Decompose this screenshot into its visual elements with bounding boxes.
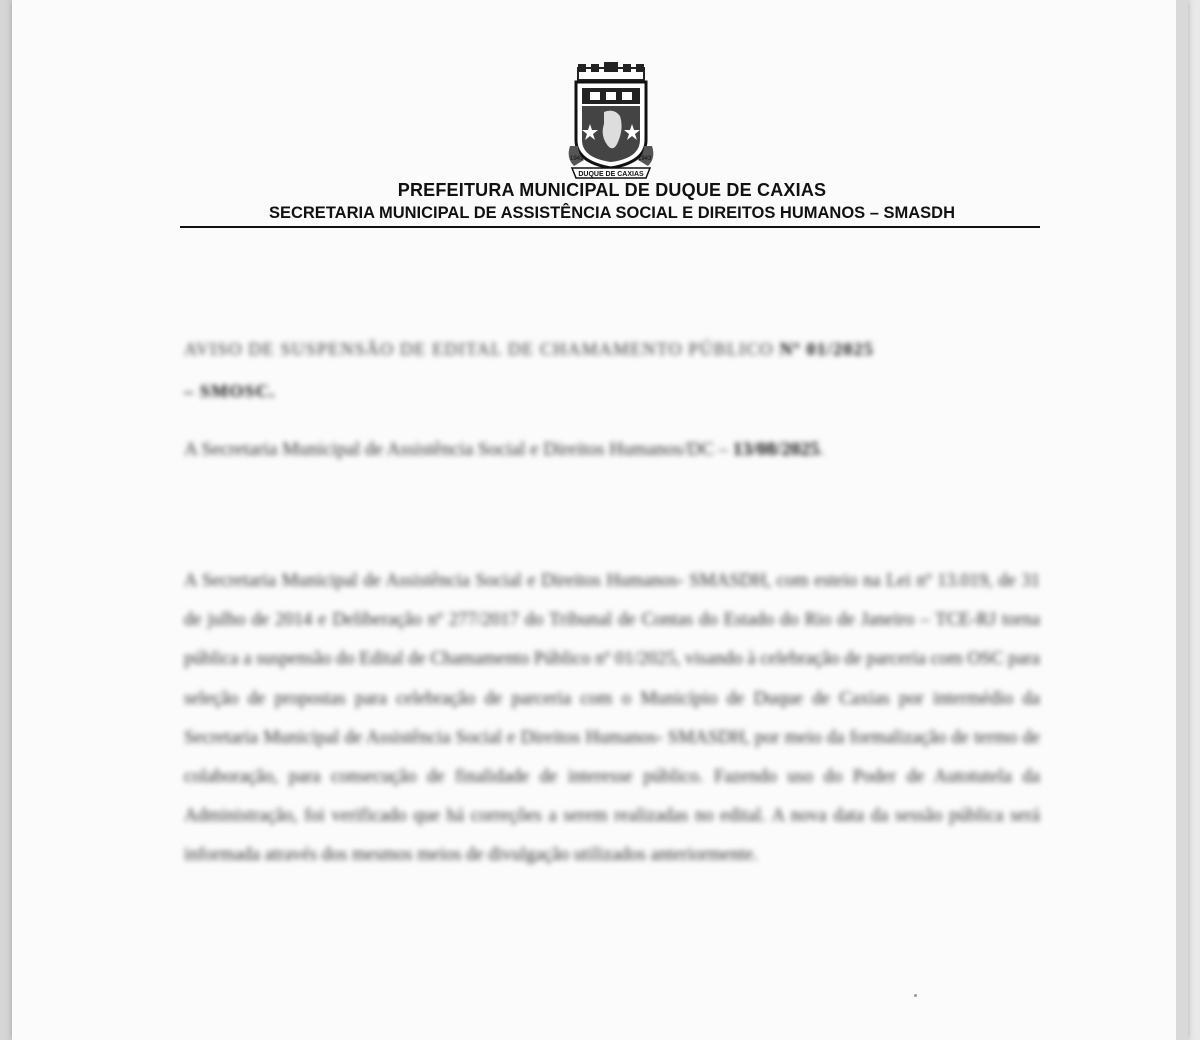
notice-title [184, 328, 1040, 412]
dateline-text: A Secretaria Municipal de Assistência Social e Direitos Humanos/DC – [184, 439, 733, 460]
notice-dateline [184, 430, 1040, 470]
svg-text:1943: 1943 [570, 156, 584, 162]
svg-text:DUQUE DE CAXIAS: DUQUE DE CAXIAS [578, 171, 644, 178]
page-edge-left [0, 0, 12, 1040]
page-edge-right [1176, 0, 1188, 1040]
crown-icon [578, 62, 644, 80]
notice-title-text: AVISO DE SUSPENSÃO DE EDITAL DE CHAMAMENTO PÚBLICO [184, 339, 780, 359]
dateline-date: 13/08/2025 [732, 439, 820, 460]
svg-text:1943: 1943 [638, 156, 652, 162]
document-page [12, 0, 1188, 1040]
notice-number: Nº 01/2025 [779, 339, 874, 359]
dateline-end: . [819, 439, 825, 460]
notice-body: A Secretaria Municipal de Assistência Social e Direitos Humanos- SMASDH, com esteio na Lei nº 13.019, de 31 de julho de 2014 e Deliberação nº 277/2017 do Tribunal de Contas do Estado do Rio de Janeiro – TCE-RJ torna pública a suspensão do Edital de Chamamento Público nº 01/2025, visando à celebração de parceria com OSC para seleção de propostas para celebração de parceria com o Município de Duque de Caxias por intermédio da Secretaria Municipal de Assistência Social e Direitos Humanos- SMASDH, por meio da formalização de termo de colaboração, para consecução de finalidade de interesse público. Fazendo uso do Poder de Autotutela da Administração, foi verificado que há correções a serem realizadas no edital. A nova data da sessão pública será informada através dos mesmos meios de divulgação utilizados anteriormente. [184, 571, 1040, 866]
secretaria-heading: SECRETARIA MUNICIPAL DE ASSISTÊNCIA SOCIAL E DIREITOS HUMANOS – SMASDH [268, 204, 956, 222]
notice-title-suffix: – SMOSC. [184, 381, 276, 401]
coat-of-arms-emblem [564, 62, 658, 184]
prefeitura-heading: PREFEITURA MUNICIPAL DE DUQUE DE CAXIAS [397, 180, 827, 200]
paper-speck [914, 994, 917, 997]
header-divider [180, 226, 1040, 228]
